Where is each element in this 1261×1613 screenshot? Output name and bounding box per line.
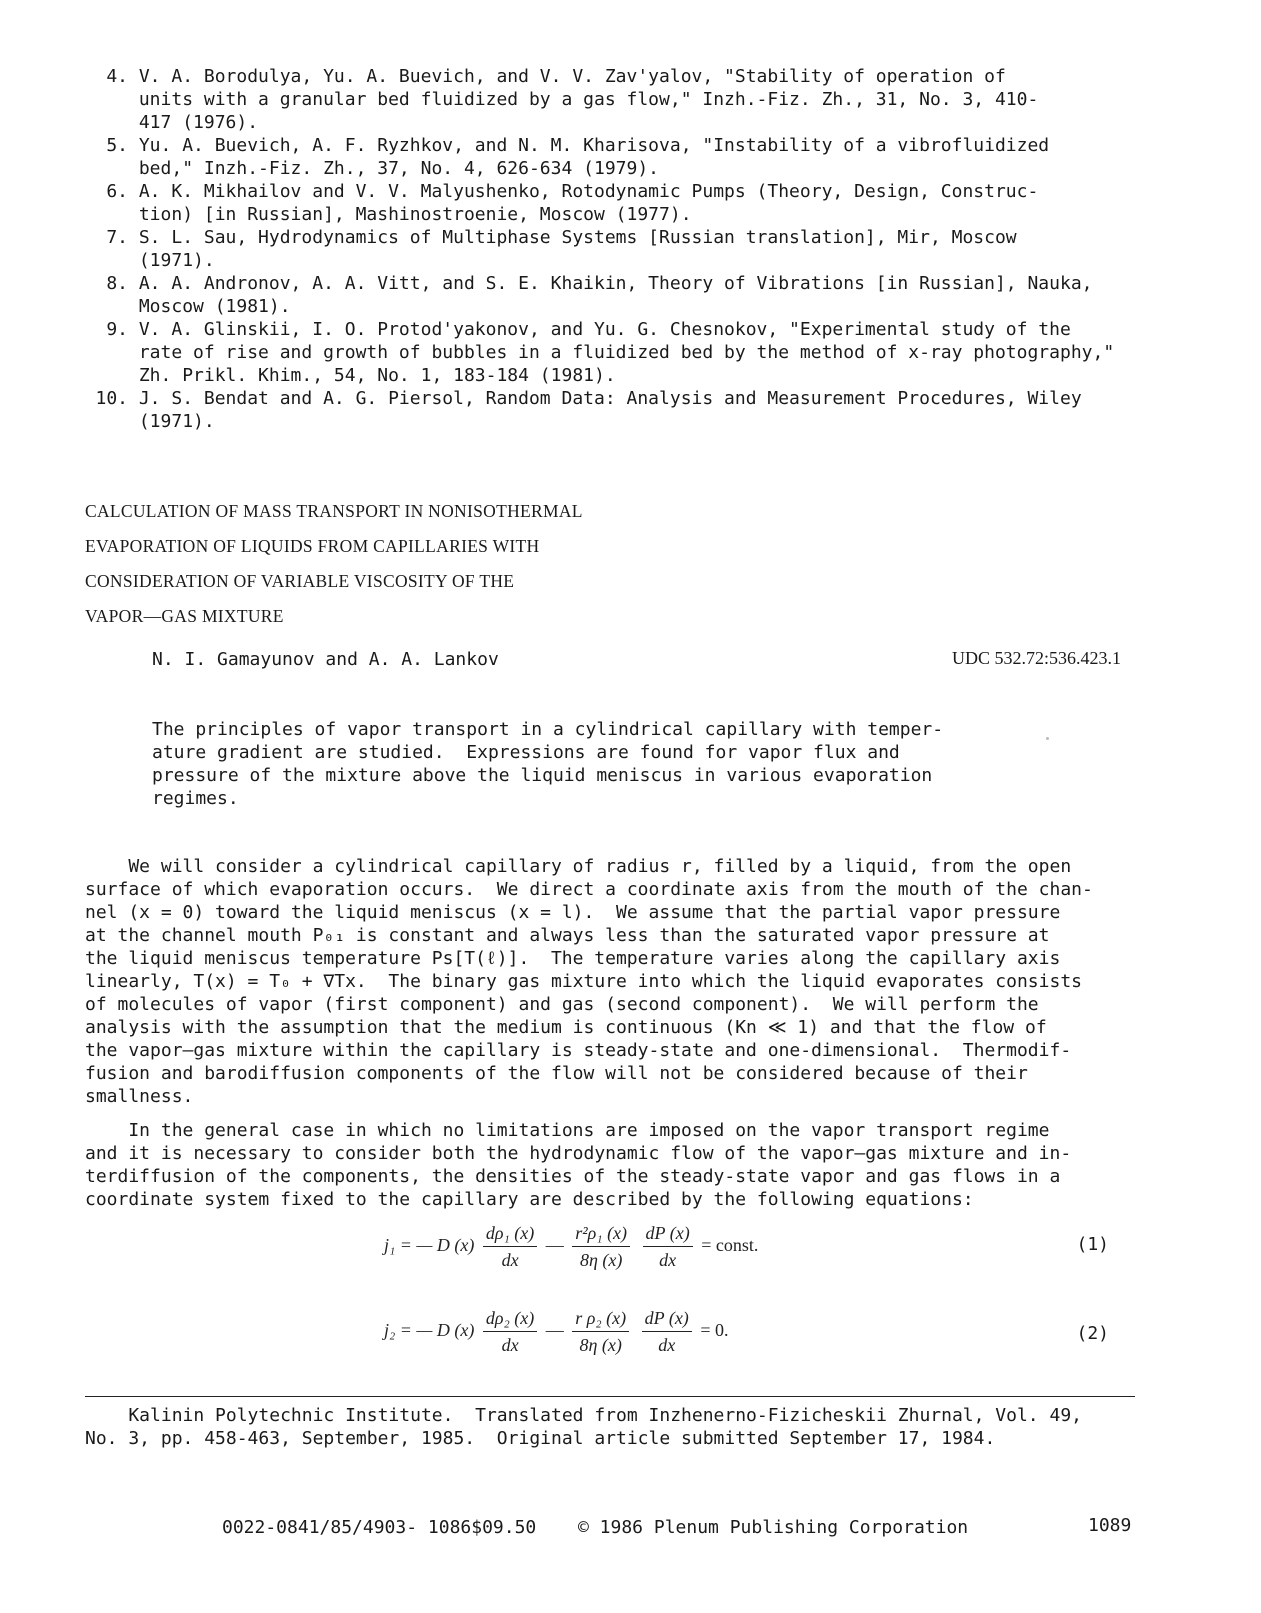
abstract-line: The principles of vapor transport in a cylindrical capillary with temper- <box>152 719 944 740</box>
reference-line: J. S. Bendat and A. G. Piersol, Random Data: Analysis and Measurement Procedures, Wiley <box>138 388 1082 409</box>
paragraph-line: the liquid meniscus temperature Ps[T(ℓ)]. The temperature varies along the capillary axis <box>85 948 1061 969</box>
paragraph-line: analysis with the assumption that the medium is continuous (Kn ≪ 1) and that the flow of <box>85 1017 1047 1038</box>
footnote-line: No. 3, pp. 458-463, September, 1985. Original article submitted September 17, 1984. <box>85 1428 996 1449</box>
minus-sign: — <box>545 1235 564 1256</box>
reference-list <box>92 65 1172 433</box>
reference-number: 4. <box>106 66 128 87</box>
reference-line: V. A. Glinskii, I. O. Protod'yakonov, and Yu. G. Chesnokov, "Experimental study of the <box>138 319 1071 340</box>
abstract-line: pressure of the mixture above the liquid meniscus in various evaporation <box>152 765 933 786</box>
reference-line: (1971). <box>138 411 215 432</box>
reference-item <box>92 387 1172 433</box>
equation-lhs: j₂ = — D (x) <box>384 1320 475 1341</box>
reference-line: (1971). <box>138 250 215 271</box>
equation-rhs: = const. <box>701 1235 759 1256</box>
authors: N. I. Gamayunov and A. A. Lankov <box>152 649 499 670</box>
reference-number: 9. <box>106 319 128 340</box>
paragraph-line: at the channel mouth P₀₁ is constant and always less than the saturated vapor pressure at <box>85 925 1050 946</box>
paragraph-line: surface of which evaporation occurs. We direct a coordinate axis from the mouth of the chan- <box>85 879 1093 900</box>
paragraph-line: In the general case in which no limitations are imposed on the vapor transport regime <box>85 1120 1050 1141</box>
reference-line: V. A. Borodulya, Yu. A. Buevich, and V. V. Zav'yalov, "Stability of operation of <box>138 66 1006 87</box>
equation-1 <box>384 1223 758 1271</box>
equation-number-1: (1) <box>1076 1234 1109 1255</box>
udc-code: UDC 532.72:536.423.1 <box>951 648 1121 668</box>
reference-item <box>92 318 1172 387</box>
article-title <box>85 499 583 639</box>
body-paragraph-2 <box>85 1119 1155 1211</box>
paragraph-line: coordinate system fixed to the capillary are described by the following equations: <box>85 1189 974 1210</box>
paragraph-line: nel (x = 0) toward the liquid meniscus (x = l). We assume that the partial vapor pressure <box>85 902 1061 923</box>
fraction: $\frac{\text{dρ₁ (x)}}{dx}$ <box>483 1223 537 1271</box>
title-line: CALCULATION OF MASS TRANSPORT IN NONISOTHERMAL <box>85 501 583 521</box>
reference-line: 417 (1976). <box>138 112 259 133</box>
equation-number-2: (2) <box>1076 1323 1109 1344</box>
reference-item <box>92 226 1172 272</box>
equation-2 <box>384 1308 728 1356</box>
body-paragraph-1 <box>85 855 1155 1108</box>
footnote-rule <box>85 1396 1135 1397</box>
paragraph-line: the vapor—gas mixture within the capillary is steady-state and one-dimensional. Thermodif- <box>85 1040 1072 1061</box>
reference-line: units with a granular bed fluidized by a gas flow," Inzh.-Fiz. Zh., 31, No. 3, 410- <box>138 89 1039 110</box>
footnote <box>85 1404 1165 1450</box>
abstract-line: regimes. <box>152 788 239 809</box>
reference-number: 10. <box>95 388 128 409</box>
reference-line: Moscow (1981). <box>138 296 291 317</box>
reference-line: S. L. Sau, Hydrodynamics of Multiphase Systems [Russian translation], Mir, Moscow <box>138 227 1017 248</box>
reference-line: Yu. A. Buevich, A. F. Ryzhkov, and N. M. Kharisova, "Instability of a vibrofluidized <box>138 135 1050 156</box>
fraction: $\frac{\text{r ρ₂ (x)}}{8\eta (x)}$ <box>572 1308 629 1356</box>
fraction: $\frac{\text{r²ρ₁ (x)}}{8\eta (x)}$ <box>572 1223 630 1271</box>
equation-rhs: = 0. <box>700 1320 729 1341</box>
reference-line: tion) [in Russian], Mashinostroenie, Moscow (1977). <box>138 204 692 225</box>
reference-number: 5. <box>106 135 128 156</box>
abstract <box>152 718 1012 810</box>
footnote-line: Kalinin Polytechnic Institute. Translated from Inzhenerno-Fizicheskii Zhurnal, Vol. 49, <box>85 1405 1082 1426</box>
reference-line: rate of rise and growth of bubbles in a fluidized bed by the method of x-ray photography," <box>138 342 1115 363</box>
reference-line: A. K. Mikhailov and V. V. Malyushenko, Rotodynamic Pumps (Theory, Design, Construc- <box>138 181 1039 202</box>
reference-item <box>92 134 1172 180</box>
paragraph-line: and it is necessary to consider both the hydrodynamic flow of the vapor—gas mixture and in- <box>85 1143 1072 1164</box>
issn-price-code: 0022-0841/85/4903- 1086$09.50 <box>222 1517 537 1538</box>
paragraph-line: of molecules of vapor (first component) and gas (second component). We will perform the <box>85 994 1039 1015</box>
scan-speck <box>1046 737 1049 740</box>
paragraph-line: linearly, T(x) = T₀ + ∇Tx. The binary gas mixture into which the liquid evaporates consists <box>85 971 1082 992</box>
paragraph-line: smallness. <box>85 1086 194 1107</box>
reference-item <box>92 272 1172 318</box>
reference-number: 7. <box>106 227 128 248</box>
title-line: VAPOR—GAS MIXTURE <box>85 606 284 626</box>
paragraph-line: terdiffusion of the components, the densities of the steady-state vapor and gas flows in a <box>85 1166 1061 1187</box>
page-number: 1089 <box>1088 1515 1132 1536</box>
abstract-line: ature gradient are studied. Expressions are found for vapor flux and <box>152 742 900 763</box>
equation-lhs: j₁ = — D (x) <box>384 1235 475 1256</box>
reference-item <box>92 180 1172 226</box>
minus-sign: — <box>545 1320 564 1341</box>
copyright: © 1986 Plenum Publishing Corporation <box>578 1517 969 1538</box>
fraction: $\frac{dP (x)}{dx}$ <box>642 1308 692 1356</box>
fraction: $\frac{\text{dρ₂ (x)}}{dx}$ <box>483 1308 537 1356</box>
fraction: $\frac{dP (x)}{dx}$ <box>643 1223 693 1271</box>
title-line: EVAPORATION OF LIQUIDS FROM CAPILLARIES WITH <box>85 536 540 556</box>
reference-number: 8. <box>106 273 128 294</box>
reference-line: Zh. Prikl. Khim., 54, No. 1, 183-184 (1981). <box>138 365 616 386</box>
paragraph-line: We will consider a cylindrical capillary of radius r, filled by a liquid, from the open <box>85 856 1072 877</box>
reference-number: 6. <box>106 181 128 202</box>
reference-line: A. A. Andronov, A. A. Vitt, and S. E. Khaikin, Theory of Vibrations [in Russian], Nauka, <box>138 273 1093 294</box>
paragraph-line: fusion and barodiffusion components of the flow will not be considered because of their <box>85 1063 1028 1084</box>
reference-line: bed," Inzh.-Fiz. Zh., 37, No. 4, 626-634 (1979). <box>138 158 660 179</box>
title-line: CONSIDERATION OF VARIABLE VISCOSITY OF THE <box>85 571 515 591</box>
reference-item <box>92 65 1172 134</box>
